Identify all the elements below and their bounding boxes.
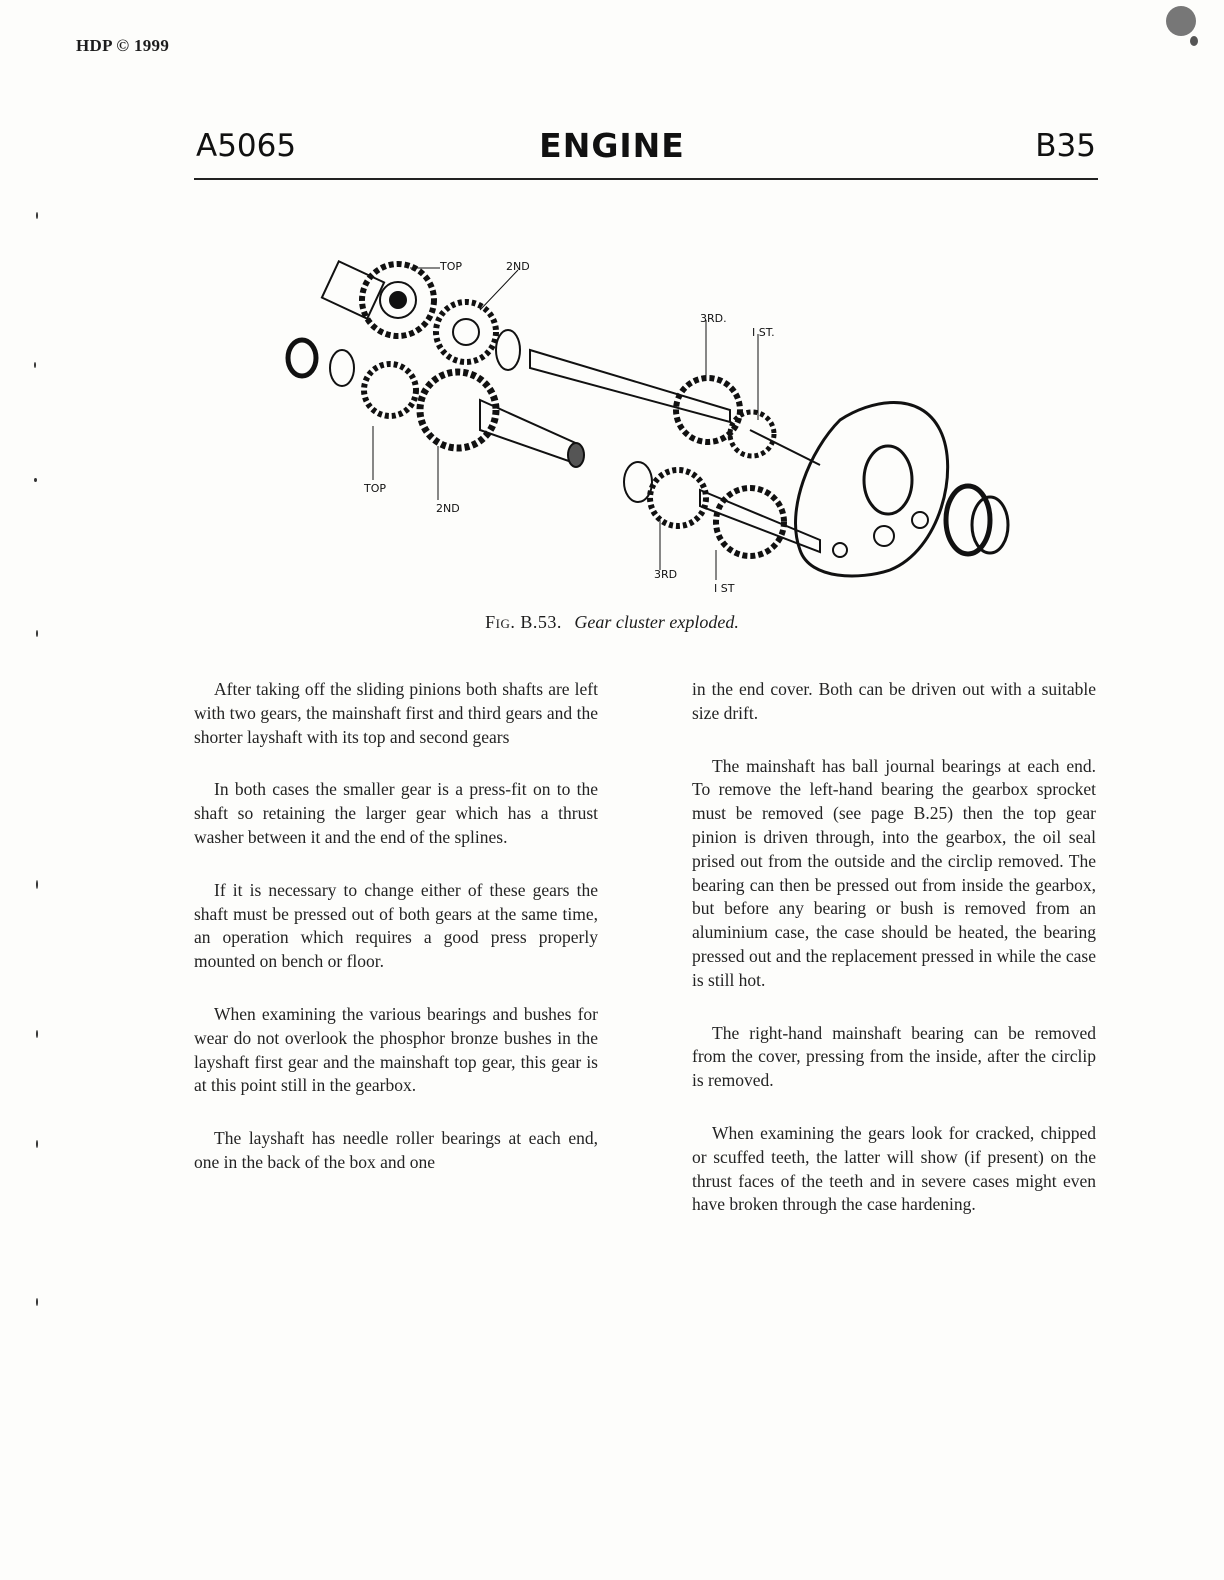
header-rule: [194, 178, 1098, 180]
paragraph: The mainshaft has ball journal bearings at each end. To remove the left-hand bearing the gearbox sprocket must be removed (see page B.25) then the top gear pinion is driven through, into the gearbox, the oil seal prised out from the outside and the circlip removed. The bearing can then be pressed out from inside the gearbox, but before any bearing or bush is removed from an aluminium case, the case should be heated, the bearing pressed out and the replacement pressed in while the case is still hot.: [692, 755, 1096, 990]
ball-bearing-icon: [946, 486, 990, 554]
text-column-left: [194, 678, 598, 1204]
paragraph: The layshaft has needle roller bearings at each end, one in the back of the box and one: [194, 1128, 598, 1172]
mainshaft-top-gear-icon: [364, 364, 416, 416]
paragraph: After taking off the sliding pinions both shafts are left with two gears, the mainshaft first and third gears and the shorter layshaft with its top and second gears: [194, 679, 598, 747]
paragraph: If it is necessary to change either of these gears the shaft must be pressed out of both gears at the same time, an operation which requires a good press properly mounted on bench or floor.: [194, 879, 598, 972]
mainshaft-second-gear-icon: [420, 372, 496, 448]
mainshaft-first-gear-icon: [730, 412, 774, 456]
thrust-washer-icon: [496, 330, 520, 370]
label-top-lower: TOP: [364, 482, 387, 495]
gear-cluster-illustration: [280, 250, 1020, 610]
label-first-lower: I ST: [714, 582, 735, 595]
washer-icon: [330, 350, 354, 386]
label-first-upper: I ST.: [752, 326, 775, 339]
label-third-upper: 3RD.: [700, 312, 727, 325]
label-second-lower: 2ND: [436, 502, 460, 515]
layshaft-top-gear-icon: [362, 264, 434, 336]
figure-caption: [0, 612, 1224, 633]
layshaft-second-gear-icon: [436, 302, 496, 362]
text-column-right: [692, 678, 1096, 1246]
paragraph: When examining the gears look for cracked, chipped or scuffed teeth, the latter will show (if present) on the thrust faces of the teeth and in severe cases might even have broken through the case hardening.: [692, 1122, 1096, 1215]
label-top-upper: TOP: [440, 260, 463, 273]
mainshaft-icon: [530, 350, 730, 422]
gear-cluster-figure: [280, 250, 1020, 610]
paragraph: in the end cover. Both can be driven out with a suitable size drift.: [692, 679, 1096, 723]
layshaft-first-gear-icon: [716, 488, 784, 556]
figure-title: Gear cluster exploded.: [574, 612, 739, 632]
label-second-upper: 2ND: [506, 260, 530, 273]
page-title: ENGINE: [539, 126, 685, 165]
label-third-lower: 3RD: [654, 568, 678, 581]
paragraph: The right-hand mainshaft bearing can be removed from the cover, pressing from the inside, after the circlip is removed.: [692, 1022, 1096, 1091]
layshaft-third-gear-icon: [650, 470, 706, 526]
paragraph: In both cases the smaller gear is a press-fit on to the shaft so retaining the larger gear which has a thrust washer between it and the end of the splines.: [194, 779, 598, 847]
needle-bearing-icon: [288, 340, 316, 376]
page-number: B35: [1035, 128, 1096, 164]
figure-number: Fig. B.53.: [485, 612, 562, 632]
paragraph: When examining the various bearings and bushes for wear do not overlook the phosphor bronze bushes in the layshaft first gear and the mainshaft top gear, this gear is at this point still in the gearbox.: [194, 1003, 598, 1096]
short-shaft-icon: [480, 400, 580, 465]
layshaft-washer-icon: [624, 462, 652, 502]
end-cover-icon: [796, 403, 948, 576]
copyright-notice: HDP © 1999: [76, 36, 170, 55]
header-left-code: A5065: [196, 128, 297, 164]
